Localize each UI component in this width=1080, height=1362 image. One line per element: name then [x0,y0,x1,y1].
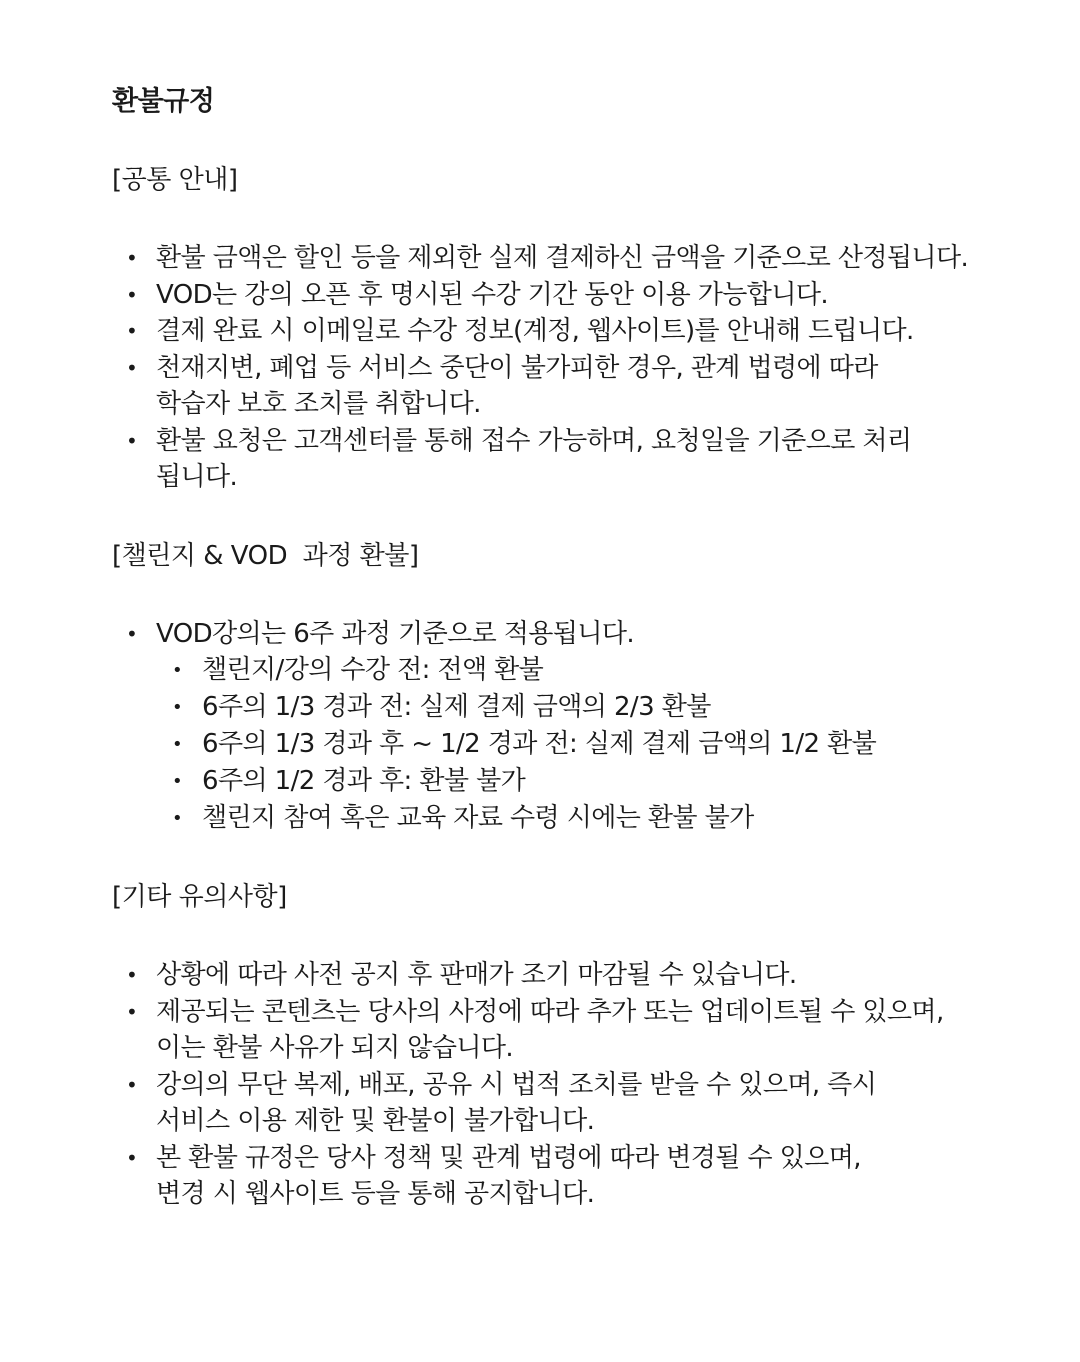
section-heading: [공통 안내] [112,165,238,195]
section-heading: [챌린지 & VOD 과정 환불] [112,540,419,571]
sub-list-item [156,652,1020,689]
list-item [112,1067,1020,1140]
list-item-text: • 상황에 따라 사전 공지 후 판매가 조기 마감될 수 있습니다. [156,960,797,990]
list-item [112,616,1020,838]
list-item-text: • 환불 금액은 할인 등을 제외한 실제 결제하신 금액을 기준으로 산정됩니다. [156,243,969,273]
sub-list-item-text: • 6주의 1/3 경과 전: 실제 결제 금액의 2/3 환불 [202,692,711,722]
list-item [112,1140,1020,1213]
list-item-text-cont: 학습자 보호 조치를 취합니다. [156,389,481,419]
list-item-text-cont: 됩니다. [156,462,238,492]
section-heading: [기타 유의사항] [112,882,287,912]
list-item-text: • 본 환불 규정은 당사 정책 및 관계 법령에 따라 변경될 수 있으며, [156,1142,861,1173]
list-item [112,277,1020,314]
sub-list-item [156,689,1020,726]
list-item-text: • 제공되는 콘텐츠는 당사의 사정에 따라 추가 또는 업데이트될 수 있으며, [156,996,944,1027]
list-item [112,994,1020,1067]
list-item-text: • 천재지변, 폐업 등 서비스 중단이 불가피한 경우, 관계 법령에 따라 [156,352,878,383]
list-item [112,423,1020,496]
list-item-text: • 강의의 무단 복제, 배포, 공유 시 법적 조치를 받을 수 있으며, 즉시 [156,1069,877,1100]
sub-list-item-text: • 6주의 1/2 경과 후: 환불 불가 [202,766,526,796]
section-common [112,162,1020,496]
bullet-list [112,616,1020,838]
list-item-text: • VOD강의는 6주 과정 기준으로 적용됩니다. [156,618,635,649]
list-item [112,313,1020,350]
page-title: 환불규정 [112,86,215,117]
list-item-text-cont: 이는 환불 사유가 되지 않습니다. [156,1033,514,1063]
list-item-text: • 결제 완료 시 이메일로 수강 정보(계정, 웹사이트)를 안내해 드립니다. [156,316,914,346]
list-item-text-cont: 변경 시 웹사이트 등을 통해 공지합니다. [156,1179,595,1209]
list-item-text: • 환불 요청은 고객센터를 통해 접수 가능하며, 요청일을 기준으로 처리 [156,425,912,456]
section-challenge-vod-refund [112,538,1020,838]
bullet-list [112,240,1020,496]
sub-list-item [156,800,1020,837]
sub-list-item-text: • 6주의 1/3 경과 후 ~ 1/2 경과 전: 실제 결제 금액의 1/2 환불 [202,729,877,759]
sub-list-item-text: • 챌린지/강의 수강 전: 전액 환불 [202,655,544,685]
list-item [112,350,1020,423]
sub-list-item [156,726,1020,763]
sub-list-item [156,763,1020,800]
sub-list-item-text: • 챌린지 참여 혹은 교육 자료 수령 시에는 환불 불가 [202,803,754,833]
list-item [112,240,1020,277]
section-other-notes [112,879,1020,1213]
sub-bullet-list [156,652,1020,837]
bullet-list [112,957,1020,1213]
list-item-text: • VOD는 강의 오픈 후 명시된 수강 기간 동안 이용 가능합니다. [156,279,829,310]
list-item-text-cont: 서비스 이용 제한 및 환불이 불가합니다. [156,1106,595,1136]
list-item [112,957,1020,994]
